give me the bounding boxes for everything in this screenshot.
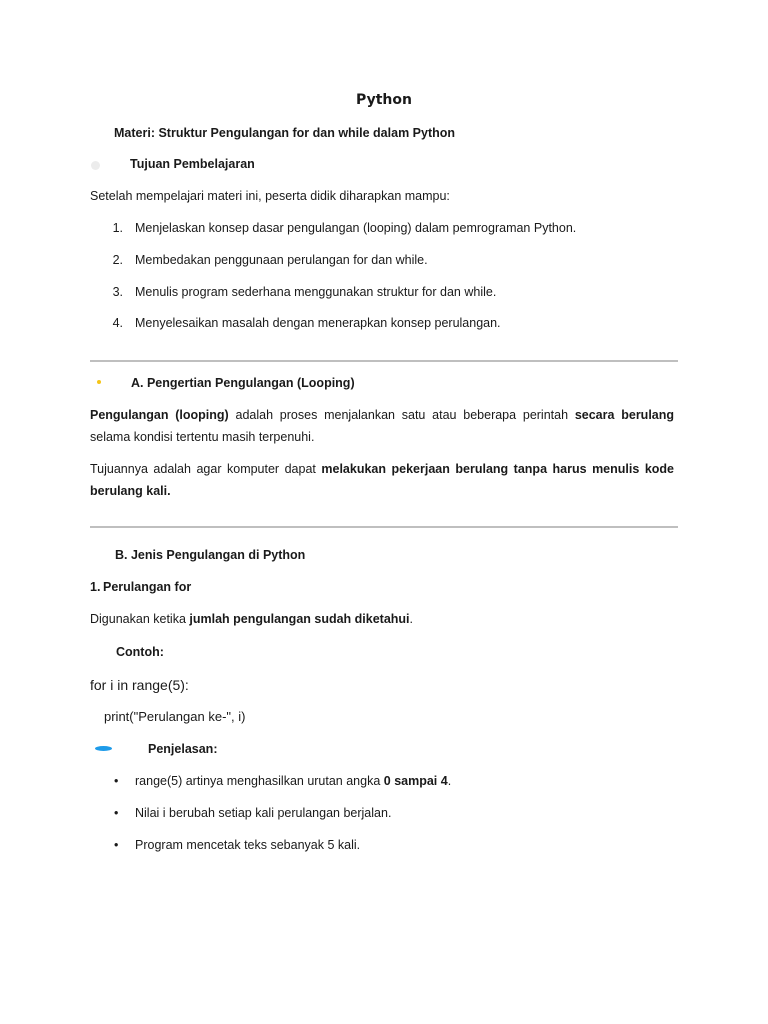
paragraph-text: . (409, 612, 414, 626)
list-item-number: 3. (112, 285, 123, 299)
code-line: print("Perulangan ke-", i) (104, 709, 246, 724)
section-a-heading: A. Pengertian Pengulangan (Looping) (131, 376, 355, 390)
list-item: Program mencetak teks sebanyak 5 kali. (135, 838, 361, 852)
contoh-label: Contoh: (116, 645, 164, 659)
bullet-icon: • (114, 806, 119, 820)
list-item: Menulis program sederhana menggunakan struktur for dan while. (135, 285, 497, 299)
paragraph-text: range(5) artinya menghasilkan urutan angka (135, 774, 384, 788)
paragraph-text: Digunakan ketika (90, 612, 190, 626)
list-item-number: 1. (112, 221, 123, 235)
list-item: Membedakan penggunaan perulangan for dan while. (135, 253, 428, 267)
bold-text: melakukan pekerjaan berulang tanpa harus menulis kode berulang kali. (90, 462, 674, 498)
blue-dash-icon (95, 746, 112, 751)
bullet-icon: • (114, 774, 119, 788)
materi-heading: Materi: Struktur Pengulangan for dan while dalam Python (114, 126, 456, 140)
divider (90, 526, 678, 528)
bullet-icon: • (114, 838, 119, 852)
bold-text: jumlah pengulangan sudah diketahui (189, 612, 410, 626)
divider (90, 360, 678, 362)
tujuan-heading: Tujuan Pembelajaran (130, 157, 255, 171)
for-description (90, 612, 413, 626)
section-b-heading: B. Jenis Pengulangan di Python (115, 548, 306, 562)
yellow-dot-icon (97, 380, 101, 384)
paragraph-text: Tujuannya adalah agar komputer dapat (90, 462, 322, 476)
section-a-paragraph-2 (90, 458, 674, 502)
list-item: Menyelesaikan masalah dengan menerapkan konsep perulangan. (135, 316, 501, 330)
list-item-number: 2. (112, 253, 123, 267)
tujuan-intro: Setelah mempelajari materi ini, peserta didik diharapkan mampu: (90, 189, 450, 203)
list-item-number: 4. (112, 316, 123, 330)
paragraph-text: . (447, 774, 452, 788)
list-item: Menjelaskan konsep dasar pengulangan (looping) dalam pemrograman Python. (135, 221, 577, 235)
list-item (135, 774, 451, 788)
bold-text: 0 sampai 4 (383, 774, 448, 788)
list-item: Nilai i berubah setiap kali perulangan berjalan. (135, 806, 392, 820)
subsection-number: 1. (90, 580, 101, 594)
paragraph-text: adalah proses menjalankan satu atau beberapa perintah (228, 408, 575, 422)
section-a-paragraph-1 (90, 404, 674, 448)
code-line: for i in range(5): (90, 677, 189, 693)
gray-dot-icon (91, 161, 100, 170)
paragraph-text: selama kondisi tertentu masih terpenuhi. (90, 430, 315, 444)
bold-text: Pengulangan (looping) (90, 408, 229, 422)
bold-text: secara berulang (574, 408, 675, 422)
page-title: Python (356, 92, 412, 108)
penjelasan-label: Penjelasan: (148, 742, 218, 756)
subsection-heading: Perulangan for (103, 580, 192, 594)
